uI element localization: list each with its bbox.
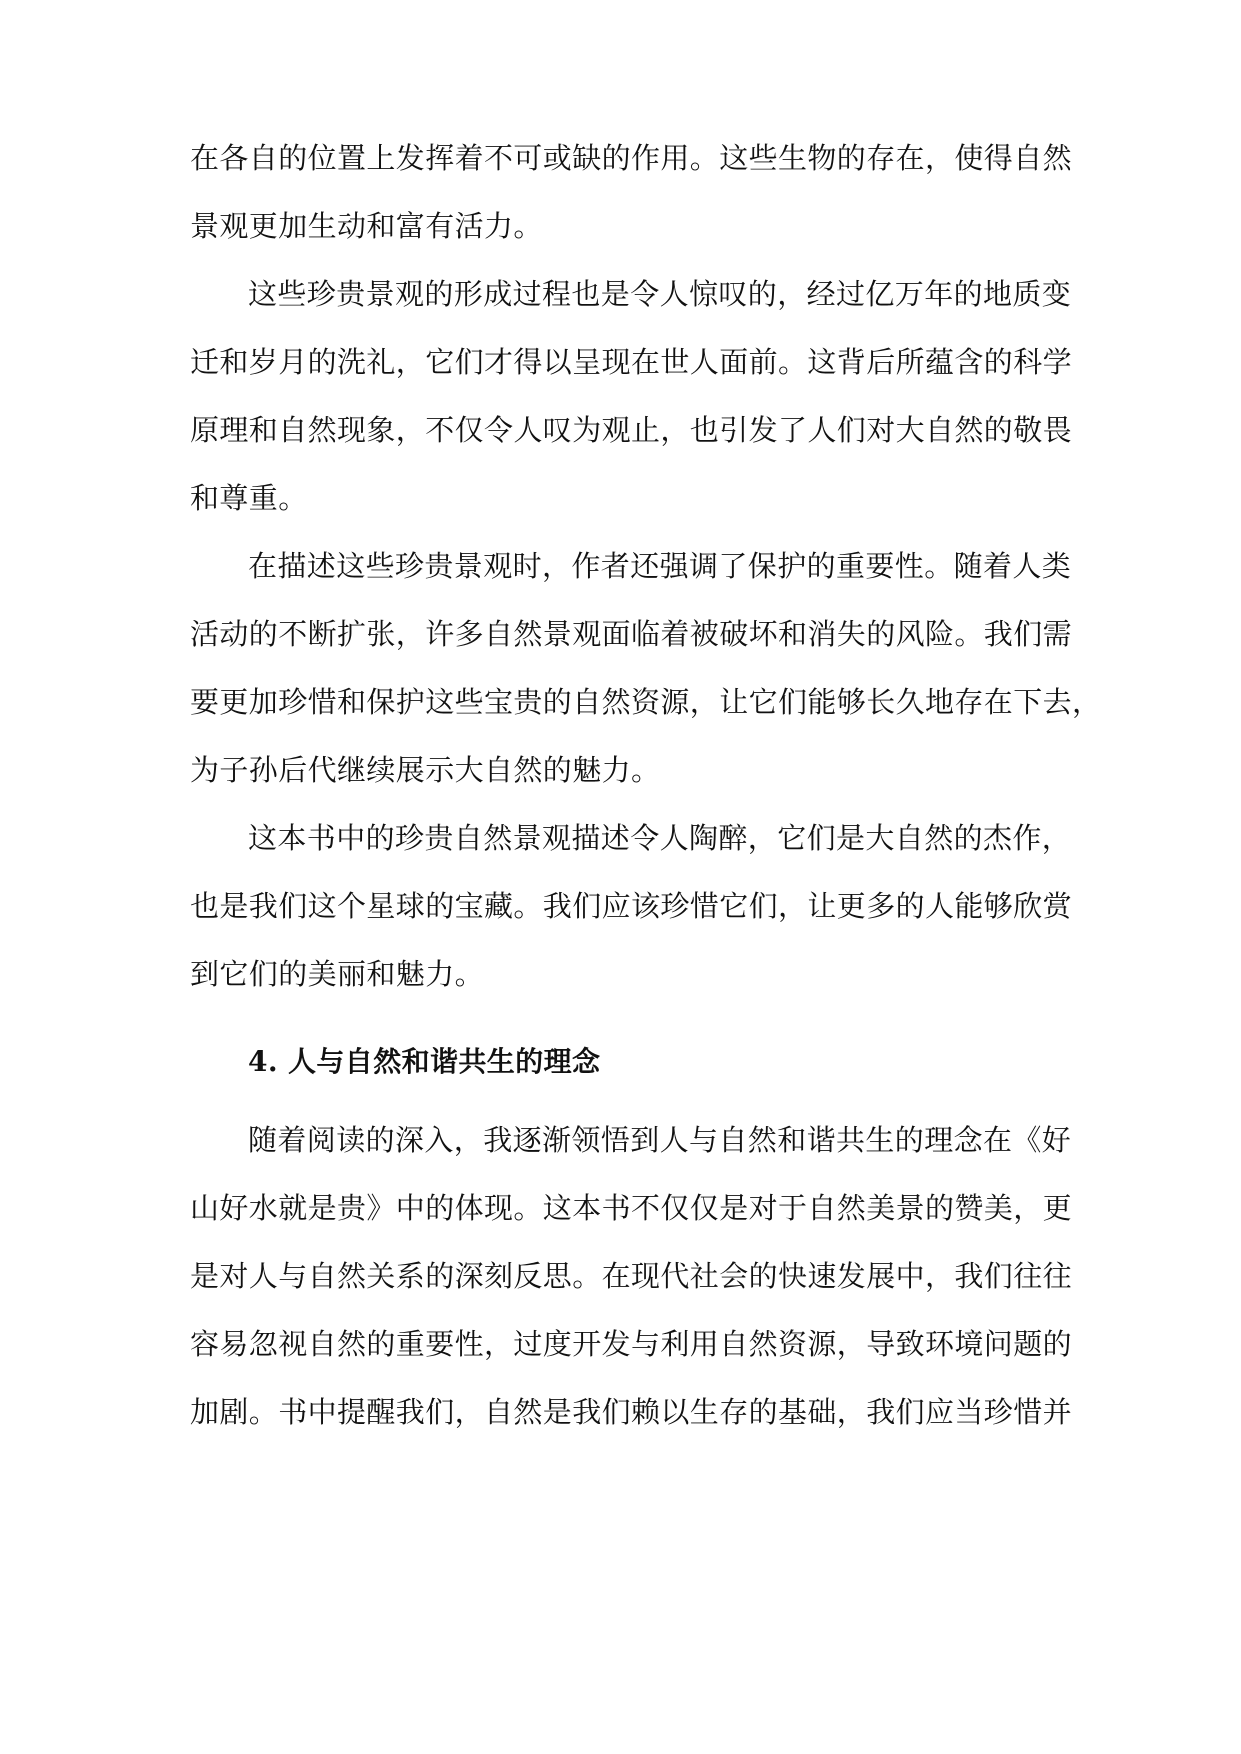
section-title: 人与自然和谐共生的理念 — [288, 1045, 601, 1078]
paragraph-4-line-2: 也是我们这个星球的宝藏。我们应该珍惜它们，让更多的人能够欣赏 — [190, 889, 1073, 923]
paragraph-4-line-1: 这本书中的珍贵自然景观描述令人陶醉，它们是大自然的杰作， — [248, 821, 1072, 855]
paragraph-1-line-2: 景观更加生动和富有活力。 — [190, 209, 543, 243]
paragraph-3-line-1: 在描述这些珍贵景观时，作者还强调了保护的重要性。随着人类 — [248, 549, 1072, 583]
section-heading — [248, 1042, 600, 1082]
section-number: 4. — [248, 1045, 279, 1078]
section-paragraph-line-2: 山好水就是贵》中的体现。这本书不仅仅是对于自然美景的赞美，更 — [190, 1191, 1073, 1225]
paragraph-3-line-4: 为子孙后代继续展示大自然的魅力。 — [190, 753, 661, 787]
section-paragraph-line-4: 容易忽视自然的重要性，过度开发与利用自然资源，导致环境问题的 — [190, 1327, 1073, 1361]
paragraph-2-line-1: 这些珍贵景观的形成过程也是令人惊叹的，经过亿万年的地质变 — [248, 277, 1072, 311]
paragraph-1-line-1: 在各自的位置上发挥着不可或缺的作用。这些生物的存在，使得自然 — [190, 141, 1073, 175]
section-paragraph-line-5: 加剧。书中提醒我们，自然是我们赖以生存的基础，我们应当珍惜并 — [190, 1395, 1073, 1429]
paragraph-2-line-2: 迁和岁月的洗礼，它们才得以呈现在世人面前。这背后所蕴含的科学 — [190, 345, 1073, 379]
section-paragraph-line-3: 是对人与自然关系的深刻反思。在现代社会的快速发展中，我们往往 — [190, 1259, 1073, 1293]
paragraph-4-line-3: 到它们的美丽和魅力。 — [190, 957, 485, 991]
paragraph-3-line-2: 活动的不断扩张，许多自然景观面临着被破坏和消失的风险。我们需 — [190, 617, 1073, 651]
paragraph-3-line-3: 要更加珍惜和保护这些宝贵的自然资源，让它们能够长久地存在下去， — [190, 685, 1102, 719]
section-paragraph-line-1: 随着阅读的深入，我逐渐领悟到人与自然和谐共生的理念在《好 — [248, 1123, 1072, 1157]
paragraph-2-line-4: 和尊重。 — [190, 481, 308, 515]
paragraph-2-line-3: 原理和自然现象，不仅令人叹为观止，也引发了人们对大自然的敬畏 — [190, 413, 1073, 447]
